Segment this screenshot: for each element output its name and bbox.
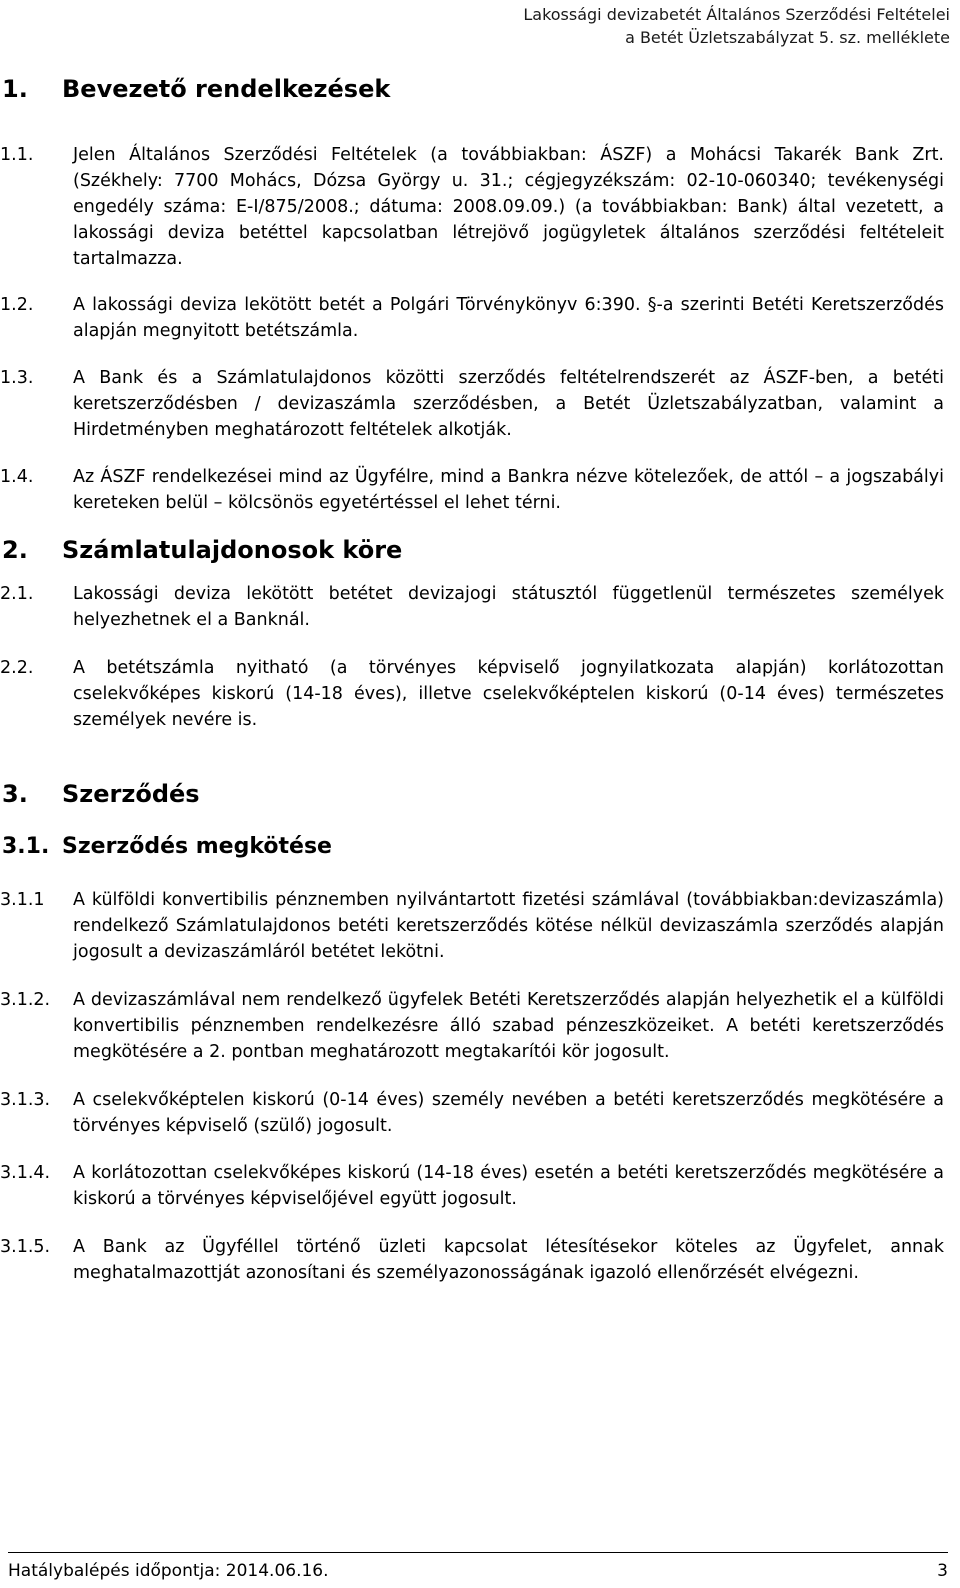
paragraph-1-4 [0, 464, 944, 516]
header-line-2: a Betét Üzletszabályzat 5. sz. melléklete [625, 28, 950, 47]
section-heading-1 [2, 72, 944, 106]
paragraph-number: 3.1.5. [0, 1237, 51, 1257]
paragraph-text: A devizaszámlával nem rendelkező ügyfelek Betéti Keretszerződés alapján helyezhetik el a külföldi konvertibilis pénznemben rendelkezésre álló szabad pénzeszközeiket. A betéti keretszerződés megkötésére a 2. pontban meghatározott megtakarítói kör jogosult. [73, 990, 944, 1062]
paragraph-number: 1.3. [0, 368, 34, 388]
section-title: Számlatulajdonosok köre [62, 536, 403, 564]
paragraph-text: A lakossági deviza lekötött betét a Polgári Törvénykönyv 6:390. §-a szerinti Betéti Keretszerződés alapján megnyitott betétszámla. [73, 295, 944, 341]
paragraph-2-2 [0, 655, 944, 733]
subsection-number: 3.1. [2, 834, 50, 859]
paragraph-text: A Bank az Ügyféllel történő üzleti kapcsolat létesítésekor köteles az Ügyfelet, annak meghatalmazottját azonosítani és személyazonosságának igazoló ellenőrzését elvégezni. [73, 1237, 944, 1283]
paragraph-number: 3.1.3. [0, 1090, 51, 1110]
paragraph-number: 3.1.1 [0, 890, 45, 910]
section-number: 3. [2, 780, 28, 808]
paragraph-text: A korlátozottan cselekvőképes kiskorú (14-18 éves) esetén a betéti keretszerződés megkötésére a kiskorú a törvényes képviselőjével együtt jogosult. [73, 1163, 944, 1209]
footer-divider [8, 1552, 948, 1553]
paragraph-number: 3.1.2. [0, 990, 51, 1010]
subsection-title: Szerződés megkötése [62, 834, 332, 859]
section-heading-2 [2, 533, 944, 567]
paragraph-number: 2.1. [0, 584, 34, 604]
paragraph-number: 3.1.4. [0, 1163, 51, 1183]
document-footer [8, 1560, 948, 1582]
document-body [0, 72, 944, 1286]
paragraph-3-1-4 [0, 1160, 944, 1212]
paragraph-text: A külföldi konvertibilis pénznemben nyilvántartott fizetési számlával (továbbiakban:devizaszámla) rendelkező Számlatulajdonos betéti keretszerződés kötése nélkül devizaszámla szerződés alapján jogosult a devizaszámláról betétet lekötni. [73, 890, 944, 962]
paragraph-1-1 [0, 142, 944, 272]
paragraph-text: A cselekvőképtelen kiskorú (0-14 éves) személy nevében a betéti keretszerződés megkötésére a törvényes képviselő (szülő) jogosult. [73, 1090, 944, 1136]
section-title: Bevezető rendelkezések [62, 75, 391, 103]
document-header [523, 3, 950, 49]
paragraph-number: 1.1. [0, 145, 34, 165]
paragraph-number: 1.2. [0, 295, 34, 315]
paragraph-3-1-3 [0, 1087, 944, 1139]
paragraph-text: A betétszámla nyitható (a törvényes képviselő jognyilatkozata alapján) korlátozottan cselekvőképes kiskorú (14-18 éves), illetve cselekvőképtelen kiskorú (0-14 éves) természetes személyek nevére is. [73, 658, 944, 730]
paragraph-text: Lakossági deviza lekötött betétet devizajogi státusztól függetlenül természetes személyek helyezhetnek el a Banknál. [73, 584, 944, 630]
header-line-1: Lakossági devizabetét Általános Szerződési Feltételei [523, 5, 950, 24]
paragraph-1-3 [0, 365, 944, 443]
paragraph-number: 1.4. [0, 467, 34, 487]
paragraph-number: 2.2. [0, 658, 34, 678]
paragraph-text: Az ÁSZF rendelkezései mind az Ügyfélre, mind a Bankra nézve kötelezőek, de attól – a jogszabályi kereteken belül – kölcsönös egyetértéssel el lehet térni. [73, 467, 944, 513]
page-number: 3 [937, 1561, 948, 1581]
paragraph-1-2 [0, 292, 944, 344]
section-title: Szerződés [62, 780, 200, 808]
paragraph-2-1 [0, 581, 944, 633]
section-number: 2. [2, 536, 28, 564]
effective-date: Hatálybalépés időpontja: 2014.06.16. [8, 1561, 329, 1581]
paragraph-3-1-5 [0, 1234, 944, 1286]
paragraph-text: Jelen Általános Szerződési Feltételek (a továbbiakban: ÁSZF) a Mohácsi Takarék Bank Zrt. (Székhely: 7700 Mohács, Dózsa György u. 31.; cégjegyzékszám: 02-10-060340; tevékenységi engedély száma: E-I/875/2008.; dátuma: 2008.09.09.) (a továbbiakban: Bank) által vezetett, a lakossági deviza betéttel kapcsolatban létrejövő jogügyletek általános szerződési feltételeit tartalmazza. [73, 145, 944, 269]
paragraph-3-1-2 [0, 987, 944, 1065]
section-heading-3 [2, 777, 944, 811]
section-number: 1. [2, 75, 28, 103]
paragraph-3-1-1 [0, 887, 944, 965]
paragraph-text: A Bank és a Számlatulajdonos közötti szerződés feltételrendszerét az ÁSZF-ben, a betéti keretszerződésben / devizaszámla szerződésben, a Betét Üzletszabályzatban, valamint a Hirdetményben meghatározott feltételek alkotják. [73, 368, 944, 440]
subsection-heading-3-1 [2, 831, 944, 863]
